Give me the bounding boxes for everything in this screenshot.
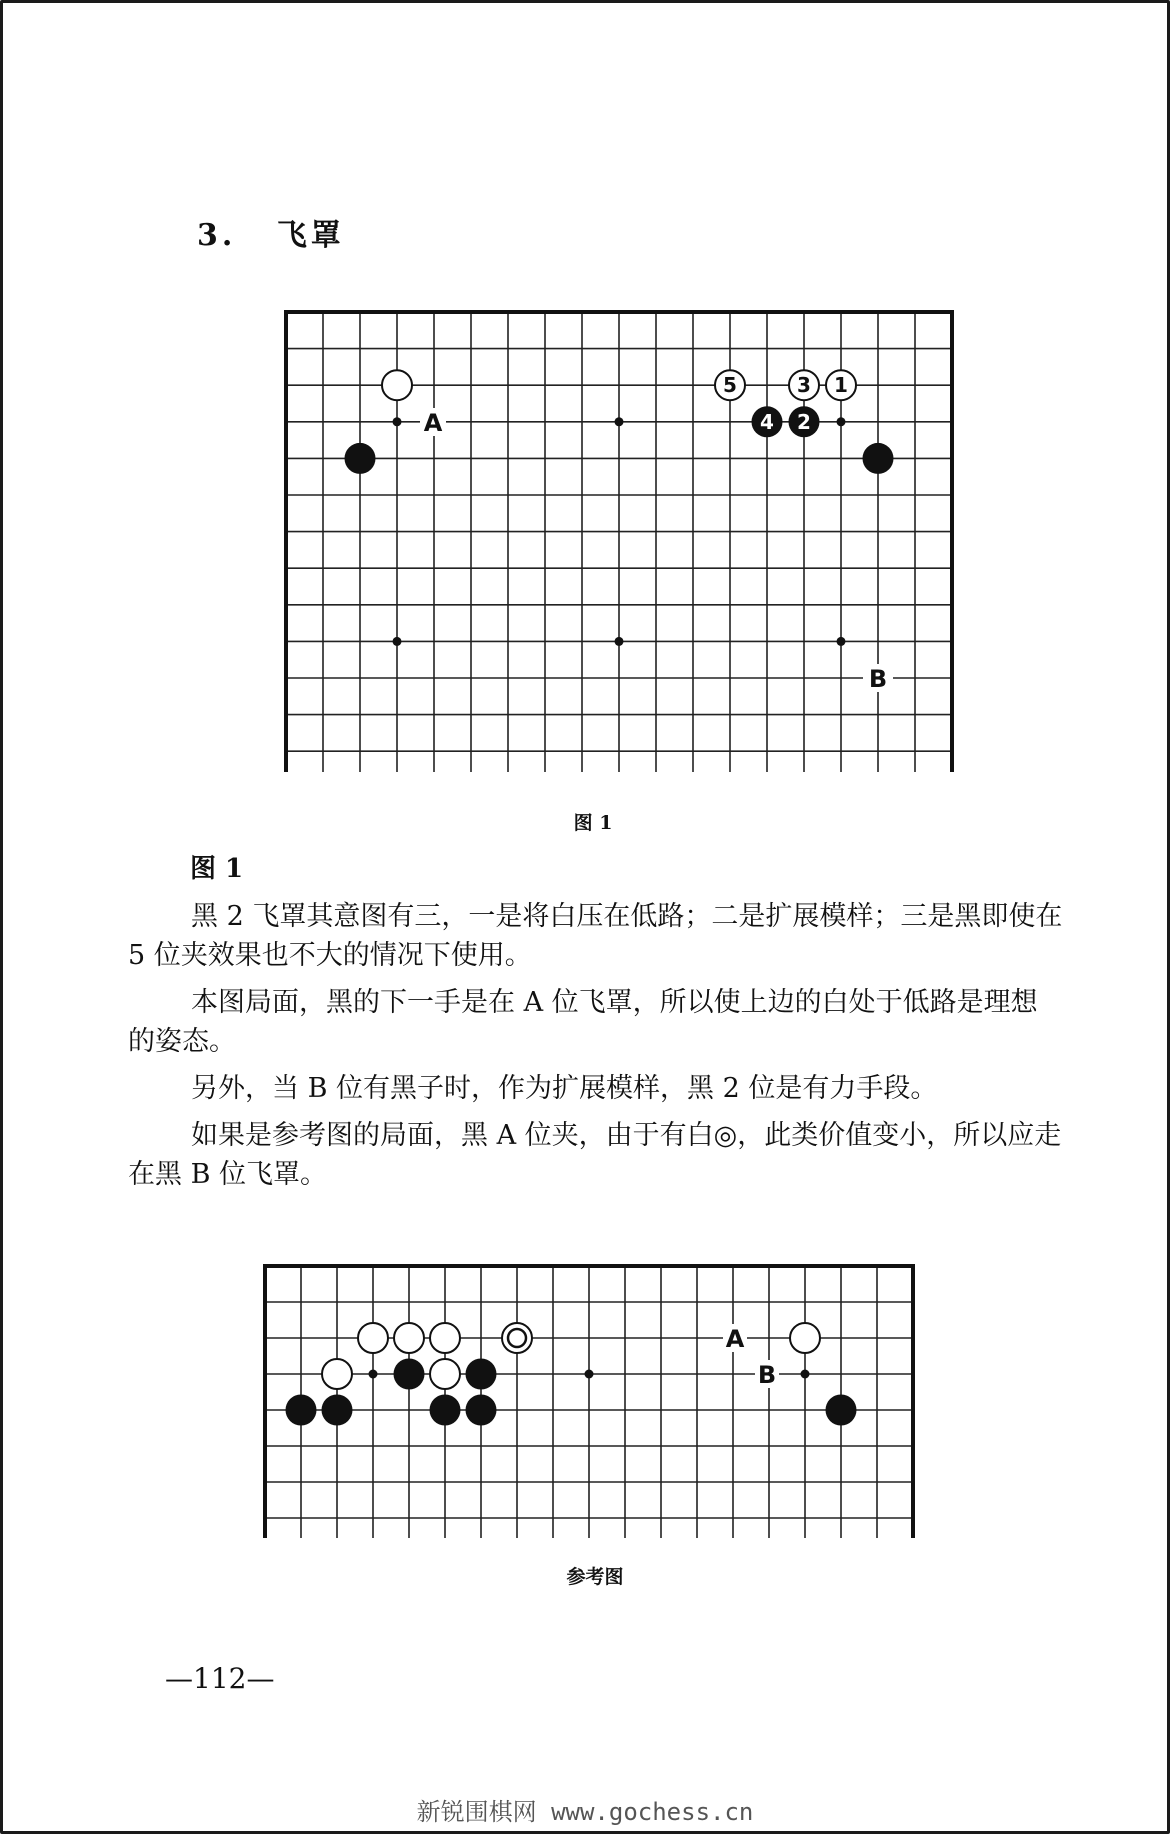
black-stone	[826, 1395, 857, 1426]
white-stone	[358, 1323, 388, 1353]
white-stone	[394, 1323, 424, 1353]
move-5-label: 5	[723, 373, 737, 397]
figure1-board	[276, 302, 961, 772]
black-stone	[466, 1395, 497, 1426]
black-stone	[863, 443, 894, 474]
white-stone	[382, 370, 412, 400]
figure2-board	[255, 1256, 935, 1538]
figure1-caption: 图 1	[573, 812, 613, 834]
ref-point-label-b: B	[757, 1361, 777, 1389]
white-stone	[790, 1323, 820, 1353]
black-stone	[466, 1359, 497, 1390]
black-stone	[345, 443, 376, 474]
move-3-label: 3	[797, 373, 811, 397]
body-heading: 图 1	[190, 854, 244, 884]
figure2-caption: 参考图	[566, 1566, 624, 1588]
point-label-b: B	[868, 665, 888, 693]
white-stone	[322, 1359, 352, 1389]
section-number: 3.	[197, 218, 237, 253]
body-text	[128, 850, 1063, 1202]
page-number: —112—	[165, 1662, 275, 1695]
black-stone	[394, 1359, 425, 1390]
point-label-a: A	[423, 409, 443, 437]
move-2-label: 2	[797, 410, 811, 434]
white-stone	[430, 1359, 460, 1389]
black-stone	[322, 1395, 353, 1426]
paragraph-1: 黑 2 飞罩其意图有三，一是将白压在低路；二是扩展模样；三是黑即使在 5 位夹效果也不大的情况下使用。	[128, 901, 1063, 971]
white-stone	[430, 1323, 460, 1353]
section-title-text: 飞罩	[276, 218, 345, 253]
paragraph-4: 如果是参考图的局面，黑 A 位夹，由于有白◎，此类价值变小，所以应走在黑 B 位飞罩。	[128, 1120, 1062, 1190]
move-1-label: 1	[834, 373, 848, 397]
paragraph-3: 另外，当 B 位有黑子时，作为扩展模样，黑 2 位是有力手段。	[191, 1073, 938, 1104]
footer-watermark: 新锐围棋网 www.gochess.cn	[416, 1798, 754, 1826]
ref-point-label-a: A	[725, 1325, 745, 1353]
paragraph-2: 本图局面，黑的下一手是在 A 位飞罩，所以使上边的白处于低路是理想的姿态。	[128, 987, 1038, 1057]
move-4-label: 4	[760, 410, 774, 434]
black-stone	[286, 1395, 317, 1426]
marked-white-stone	[502, 1323, 532, 1353]
black-stone	[430, 1395, 461, 1426]
section-title	[197, 210, 345, 254]
